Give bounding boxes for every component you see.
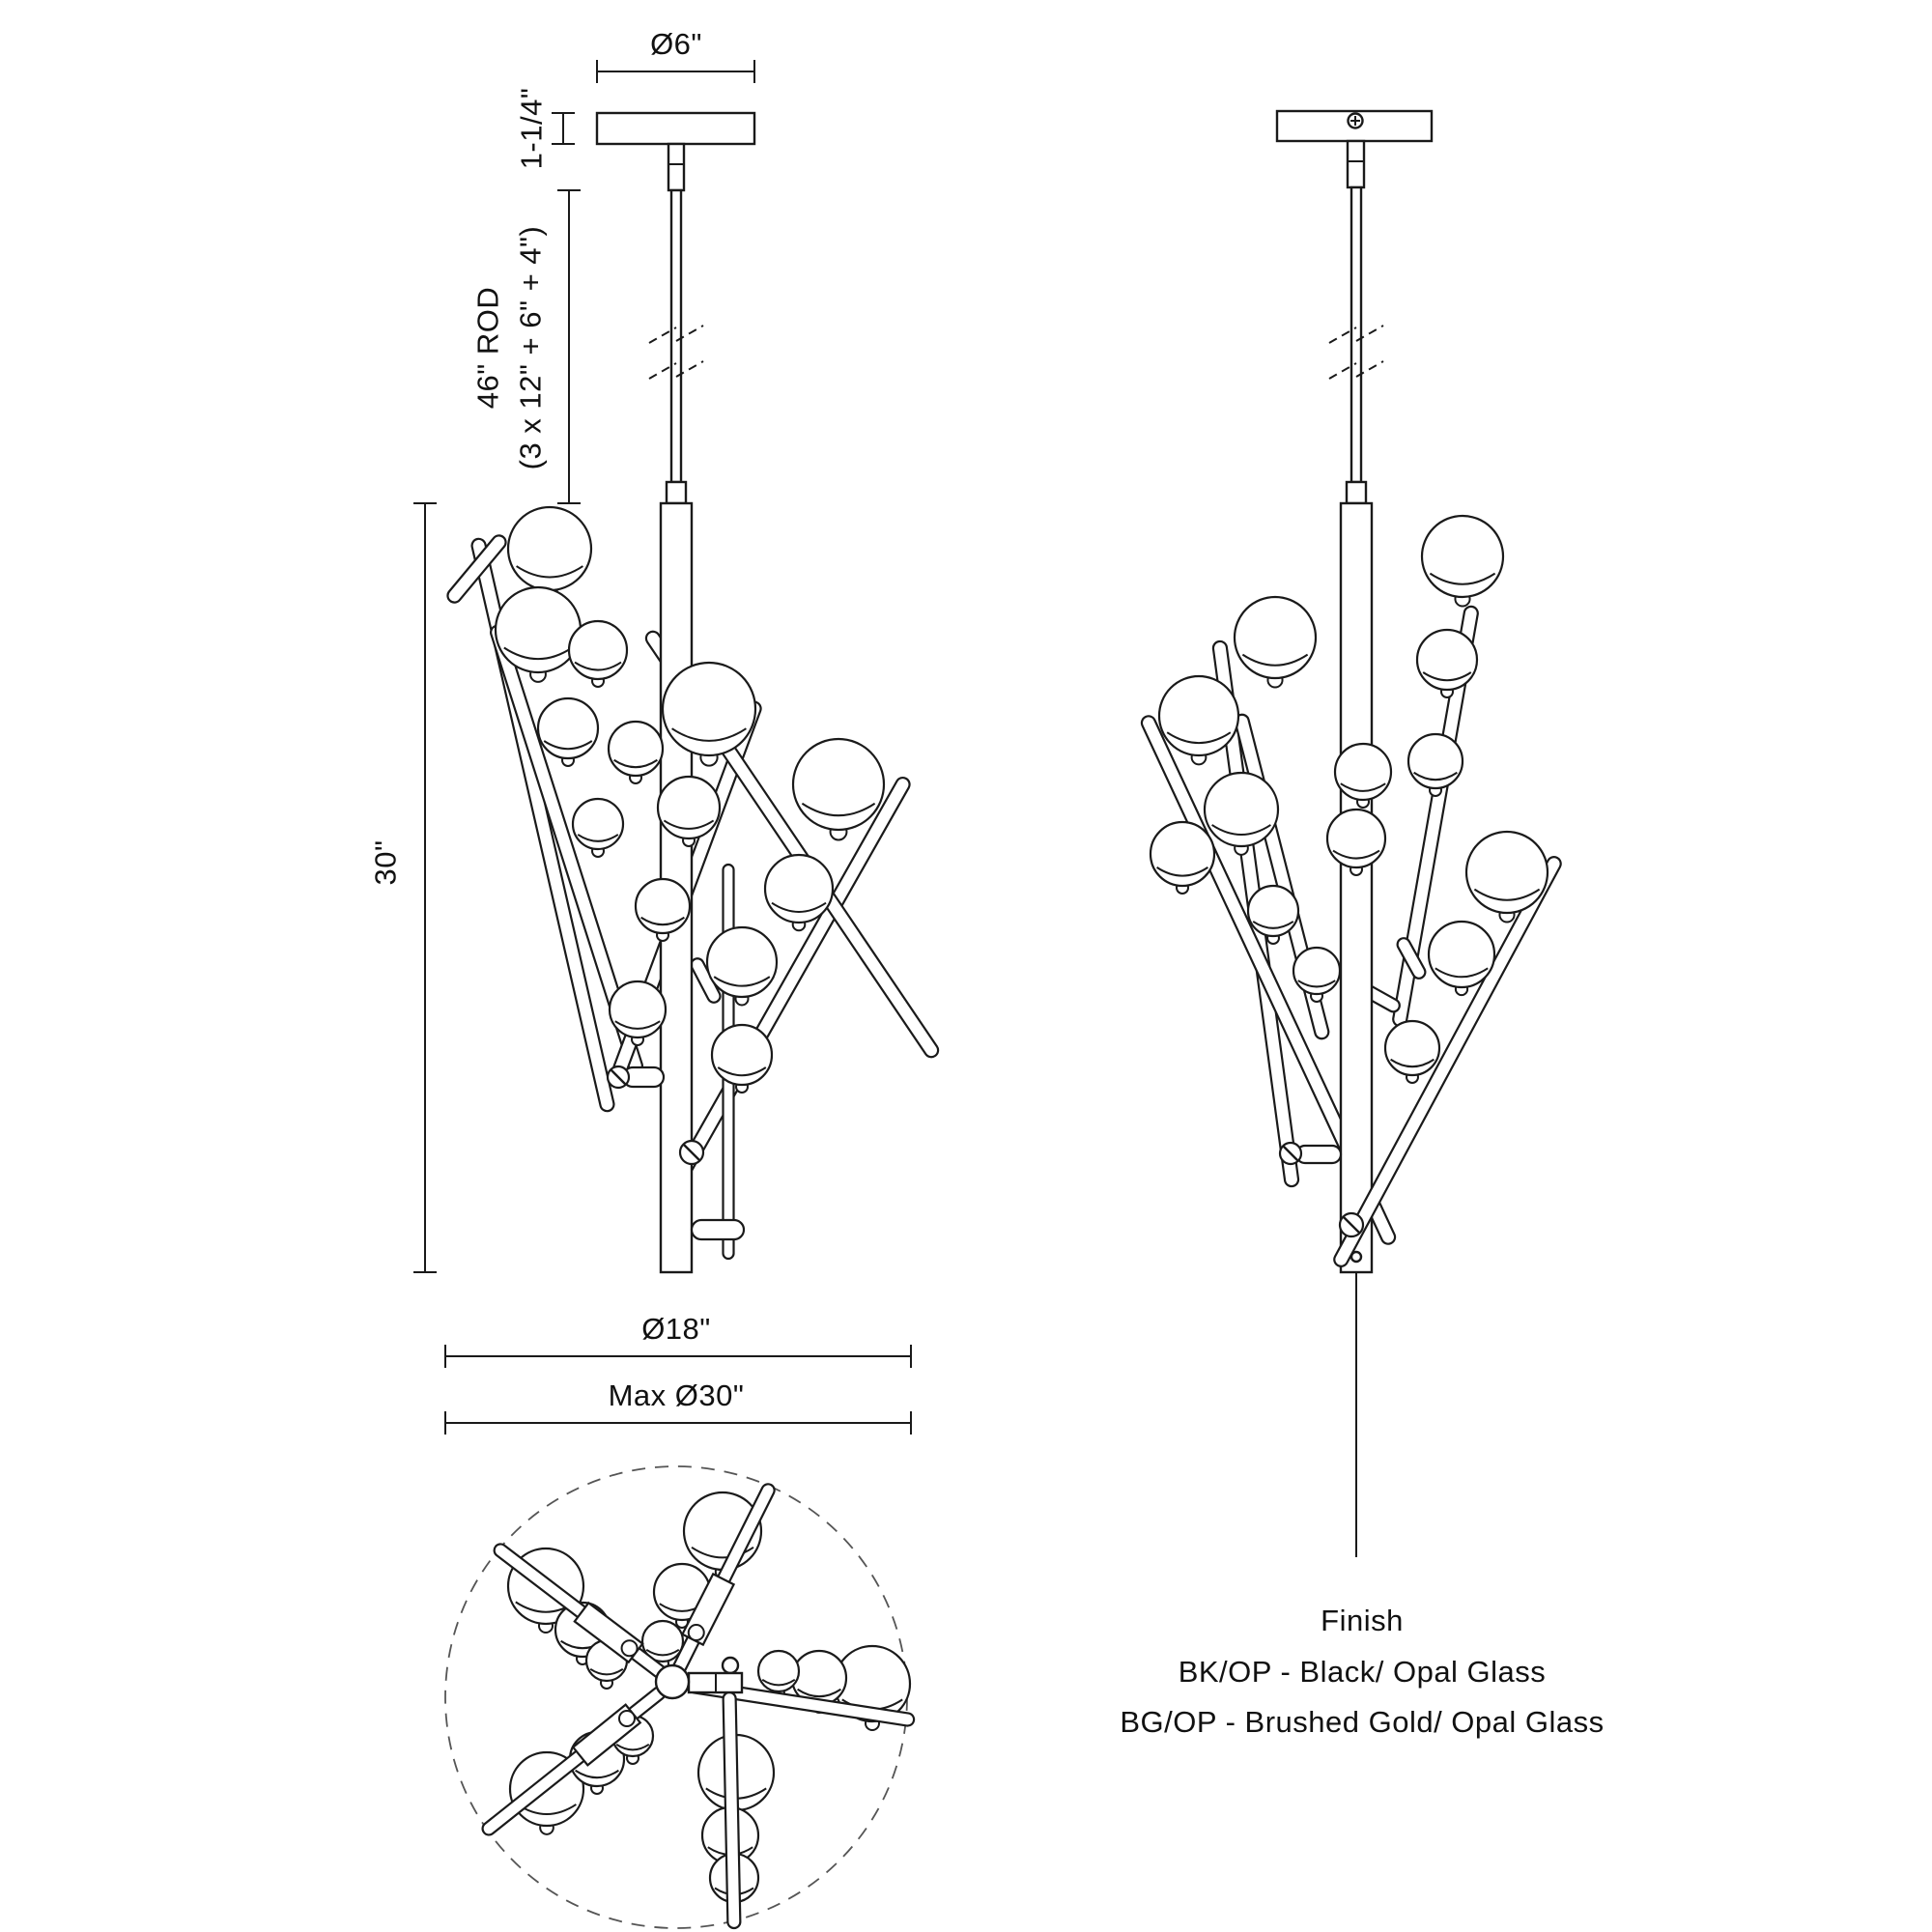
screw-icon [1280,1143,1301,1164]
glass-globe [573,799,623,857]
dim-canopy-diameter [597,27,754,83]
dim-body-height-label: 30" [368,839,403,886]
finish-option-gold: BG/OP - Brushed Gold/ Opal Glass [1120,1705,1605,1739]
block-pivot [619,1711,635,1726]
screw-icon [608,1066,629,1088]
dim-canopy-height-label: 1-1/4" [514,87,549,170]
rod-coupler-front [667,482,686,503]
glass-globe [1422,516,1503,607]
center-hub [656,1665,689,1698]
hub-pin [723,1658,738,1673]
glass-globe [569,621,627,687]
dim-rod-length [471,190,582,503]
dim-body-diameter [445,1312,911,1368]
dim-max-diameter [445,1378,911,1435]
center-tube-side [1341,503,1372,1272]
dim-canopy-diameter-label: Ø6" [650,27,702,61]
glass-globe [508,507,591,600]
glass-globe [1293,948,1340,1002]
dim-body-height [369,503,438,1272]
glass-globe [1151,822,1214,894]
glass-globe [609,722,663,783]
mount-bar [1296,1146,1341,1163]
canopy-stem-front [668,144,684,190]
dim-body-diameter-label: Ø18" [641,1312,711,1346]
screw-icon [680,1141,703,1164]
plan-glass-globes [508,1492,910,1910]
mounting-hole [1351,1252,1361,1262]
rod-coupler-side [1347,482,1366,503]
canopy-stem-side [1348,141,1364,187]
dim-canopy-height [515,88,576,170]
finish-option-black: BK/OP - Black/ Opal Glass [1178,1655,1547,1689]
finish-title: Finish [1321,1604,1404,1637]
finish-note [1120,1604,1604,1739]
canopy-screw-icon [1349,114,1363,128]
glass-globe [538,698,598,766]
screw-icon [1340,1213,1363,1236]
glass-globe [1408,734,1463,796]
glass-globe [1385,1021,1439,1083]
top-plan-view [445,1466,915,1928]
glass-globe [1327,810,1385,875]
glass-globe [793,739,884,839]
dim-rod-breakdown-label: (3 x 12" + 6" + 4") [513,225,548,470]
dim-max-diameter-label: Max Ø30" [608,1378,745,1412]
dim-rod-length-label: 46" ROD [470,286,505,410]
glass-globe [1417,630,1477,697]
glass-globe [1235,597,1316,688]
hang-rod-side [1351,187,1361,482]
glass-globe [712,1025,772,1093]
side-elevation-view [1140,111,1564,1557]
canopy-front [597,113,754,144]
block-pivot [622,1640,638,1656]
hang-rod-front [671,190,681,482]
block-pivot [689,1625,704,1640]
mount-bar [692,1220,744,1239]
